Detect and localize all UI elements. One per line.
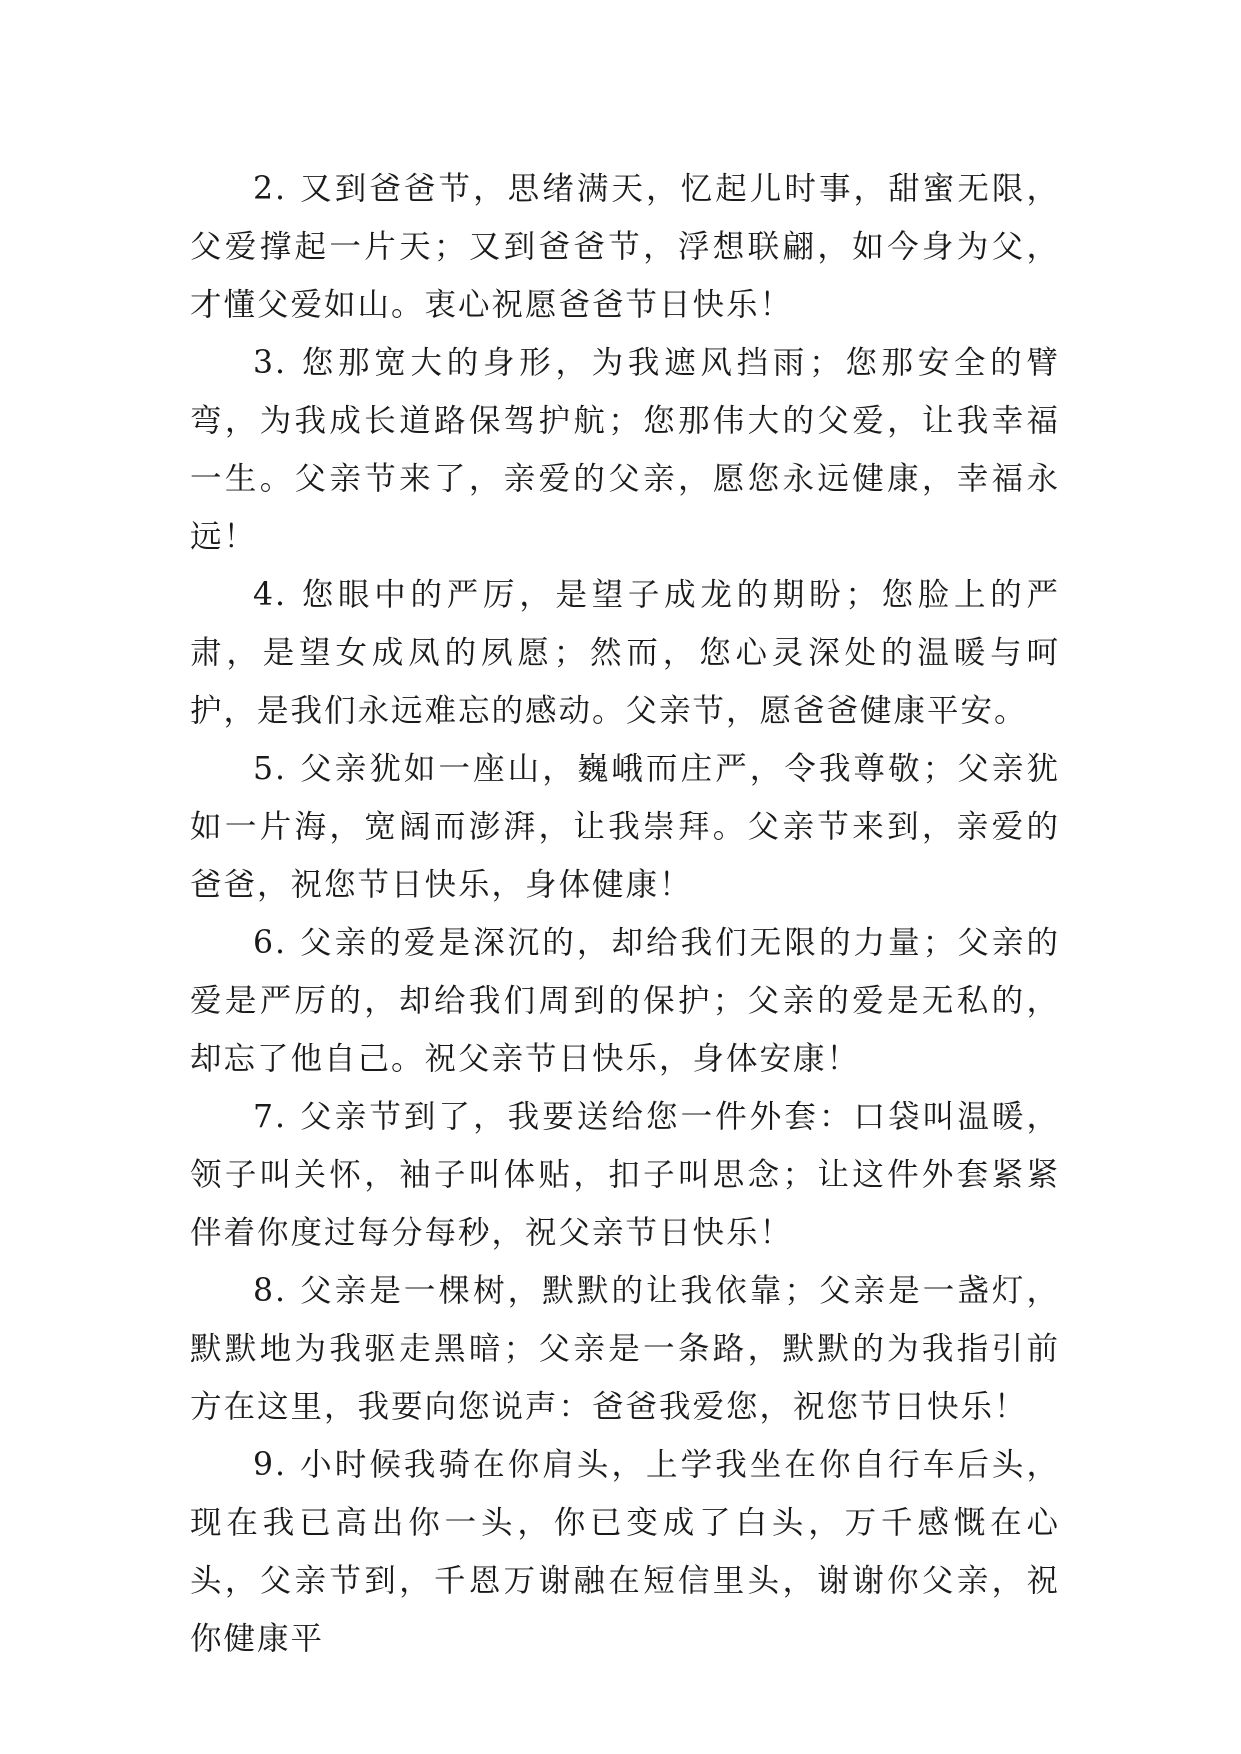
paragraph-5: 5. 父亲犹如一座山，巍峨而庄严，令我尊敬；父亲犹如一片海，宽阔而澎湃，让我崇拜。父亲节来到，亲爱的爸爸，祝您节日快乐，身体健康！ [190, 751, 1060, 903]
paragraph-4: 4. 您眼中的严厉，是望子成龙的期盼；您脸上的严肃，是望女成凤的夙愿；然而，您心灵深处的温暖与呵护，是我们永远难忘的感动。父亲节，愿爸爸健康平安。 [190, 577, 1060, 729]
paragraph-9: 9. 小时候我骑在你肩头，上学我坐在你自行车后头，现在我已高出你一头，你已变成了白头，万千感慨在心头，父亲节到，千恩万谢融在短信里头，谢谢你父亲，祝你健康平 [190, 1447, 1060, 1657]
paragraph-7: 7. 父亲节到了，我要送给您一件外套：口袋叫温暖，领子叫关怀，袖子叫体贴，扣子叫思念；让这件外套紧紧伴着你度过每分每秒，祝父亲节日快乐！ [190, 1099, 1060, 1251]
document-body [190, 160, 1060, 1668]
paragraph-6: 6. 父亲的爱是深沉的，却给我们无限的力量；父亲的爱是严厉的，却给我们周到的保护；父亲的爱是无私的，却忘了他自己。祝父亲节日快乐，身体安康！ [190, 925, 1060, 1077]
paragraph-2: 2. 又到爸爸节，思绪满天，忆起儿时事，甜蜜无限，父爱撑起一片天；又到爸爸节，浮想联翩，如今身为父，才懂父爱如山。衷心祝愿爸爸节日快乐！ [190, 171, 1060, 323]
paragraph-8: 8. 父亲是一棵树，默默的让我依靠；父亲是一盏灯，默默地为我驱走黑暗；父亲是一条路，默默的为我指引前方在这里，我要向您说声：爸爸我爱您，祝您节日快乐！ [190, 1273, 1060, 1425]
paragraph-3: 3. 您那宽大的身形，为我遮风挡雨；您那安全的臂弯，为我成长道路保驾护航；您那伟大的父爱，让我幸福一生。父亲节来了，亲爱的父亲，愿您永远健康，幸福永远！ [190, 345, 1060, 555]
